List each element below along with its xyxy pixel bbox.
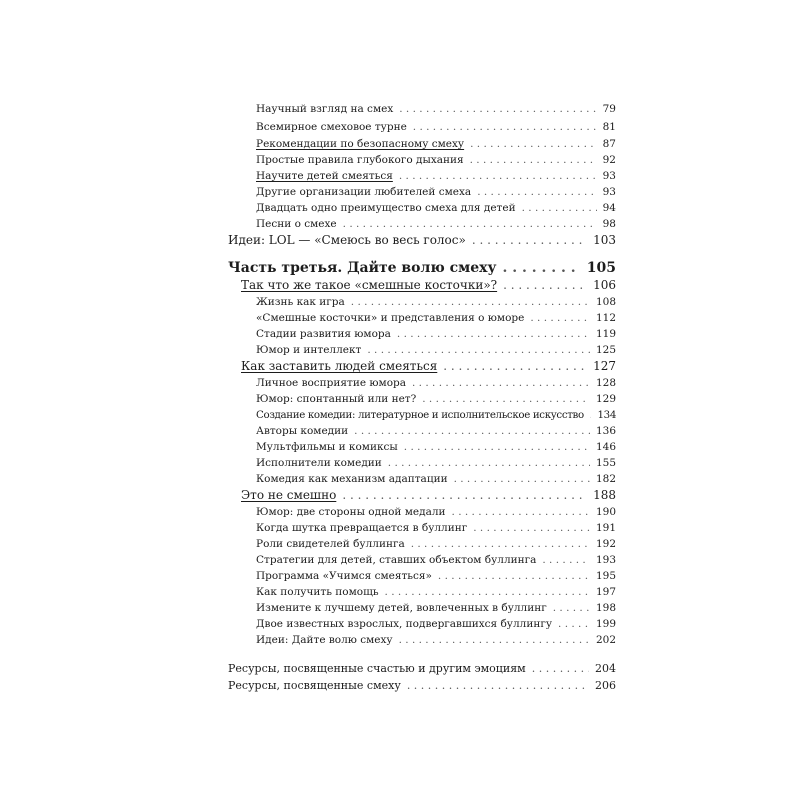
toc-entry-page: 93 [602, 170, 616, 182]
toc-entry [256, 170, 616, 182]
toc-leader-dots [443, 359, 587, 373]
toc-entry-page: 125 [595, 344, 616, 356]
toc-leader-dots [397, 328, 590, 340]
toc-entry-title: Двадцать одно преимущество смеха для детей [256, 202, 516, 214]
toc-entry-title: Комедия как механизм адаптации [256, 473, 448, 485]
toc-entry-title: Стратегии для детей, ставших объектом буллинга [256, 554, 537, 566]
toc-entry [256, 296, 616, 308]
toc-leader-dots [354, 425, 590, 437]
toc-entry-title: Юмор: спонтанный или нет? [256, 393, 417, 405]
toc-entry-title: Стадии развития юмора [256, 328, 391, 340]
toc-entry-title: Жизнь как игра [256, 296, 345, 308]
toc-entry [256, 202, 616, 214]
toc-entry-page: 106 [593, 278, 616, 292]
toc-leader-dots [477, 186, 596, 198]
toc-entry-title: Ресурсы, посвященные смеху [228, 679, 401, 692]
toc-entry-title: Научный взгляд на смех [256, 103, 394, 115]
toc-entry-title: Простые правила глубокого дыхания [256, 154, 464, 166]
toc-leader-dots [558, 618, 590, 630]
toc-entry-page: 94 [602, 202, 616, 214]
toc-resources-entry [228, 662, 616, 675]
toc-leader-dots [452, 506, 590, 518]
toc-section-heading [241, 359, 616, 373]
toc-leader-dots [532, 662, 589, 675]
toc-entry [256, 409, 616, 421]
toc-ideas-entry [228, 233, 616, 247]
toc-leader-dots [413, 121, 597, 133]
toc-leader-dots [542, 554, 590, 566]
toc-entry-page: 204 [595, 662, 616, 675]
toc-entry-page: 87 [602, 138, 616, 150]
toc-entry [256, 570, 616, 582]
toc-leader-dots [351, 296, 590, 308]
toc-section-heading [241, 278, 616, 292]
toc-entry-page: 191 [595, 522, 616, 534]
toc-leader-dots [399, 170, 597, 182]
toc-entry [256, 154, 616, 166]
toc-leader-dots [503, 278, 587, 292]
toc-leader-dots [472, 233, 587, 247]
toc-entry [256, 506, 616, 518]
toc-entry [256, 377, 616, 389]
toc-leader-dots [411, 538, 590, 550]
toc-entry-title: Авторы комедии [256, 425, 349, 437]
toc-leader-dots [553, 602, 590, 614]
toc-leader-dots [522, 202, 597, 214]
toc-entry-page: 202 [595, 634, 616, 646]
toc-entry-title: Как получить помощь [256, 586, 379, 598]
toc-entry-title: Ресурсы, посвященные счастью и другим эмоциям [228, 662, 526, 675]
toc-entry-page: 79 [602, 103, 616, 115]
toc-entry [256, 103, 616, 115]
toc-entry-page: 112 [595, 312, 616, 324]
toc-entry-page: 127 [593, 359, 616, 373]
toc-entry [256, 586, 616, 598]
toc-entry-title: Другие организации любителей смеха [256, 186, 472, 198]
toc-entry-page: 105 [586, 260, 616, 276]
toc-entry-title: «Смешные косточки» и представления о юморе [256, 312, 525, 324]
toc-leader-dots [388, 457, 590, 469]
toc-entry-page: 193 [595, 554, 616, 566]
toc-entry [256, 473, 616, 485]
toc-entry-title: Роли свидетелей буллинга [256, 538, 405, 550]
toc-entry [256, 602, 616, 614]
toc-entry [256, 634, 616, 646]
toc-entry [256, 186, 616, 198]
toc-leader-dots [438, 570, 590, 582]
toc-entry-page: 190 [595, 506, 616, 518]
toc-leader-dots [407, 679, 589, 692]
toc-entry [256, 312, 616, 324]
toc-entry-page: 93 [602, 186, 616, 198]
toc-entry [256, 457, 616, 469]
toc-entry-title: Мультфильмы и комиксы [256, 441, 398, 453]
toc-entry-page: 128 [595, 377, 616, 389]
toc-entry [256, 554, 616, 566]
toc-entry-title: Личное восприятие юмора [256, 377, 406, 389]
toc-leader-dots [399, 103, 596, 115]
toc-entry [256, 538, 616, 550]
toc-entry [256, 344, 616, 356]
toc-entry-page: 199 [595, 618, 616, 630]
toc-entry [256, 425, 616, 437]
toc-entry-page: 119 [595, 328, 616, 340]
toc-leader-dots [470, 138, 597, 150]
toc-part-heading [228, 260, 616, 276]
toc-resources-entry [228, 679, 616, 692]
toc-entry-title: Всемирное смеховое турне [256, 121, 407, 133]
toc-entry-page: 195 [595, 570, 616, 582]
toc-leader-dots [473, 522, 590, 534]
toc-entry [256, 441, 616, 453]
toc-entry-title: Когда шутка превращается в буллинг [256, 522, 468, 534]
toc-entry-page: 92 [602, 154, 616, 166]
toc-entry-title: Создание комедии: литературное и исполнительское искусство [256, 409, 584, 421]
toc-entry-title: Исполнители комедии [256, 457, 382, 469]
toc-entry [256, 218, 616, 230]
toc-entry-page: 198 [595, 602, 616, 614]
toc-entry [256, 328, 616, 340]
toc-leader-dots [422, 393, 590, 405]
toc-entry-title: Научите детей смеяться [256, 170, 393, 182]
toc-entry-title: Юмор: две стороны одной медали [256, 506, 446, 518]
toc-entry-page: 108 [595, 296, 616, 308]
toc-entry-page: 146 [595, 441, 616, 453]
toc-entry-page: 188 [593, 488, 616, 502]
toc-leader-dots [503, 260, 581, 276]
toc-leader-dots [385, 586, 590, 598]
toc-entry-page: 98 [602, 218, 616, 230]
toc-entry-title: Рекомендации по безопасному смеху [256, 138, 465, 150]
toc-entry-page: 197 [595, 586, 616, 598]
toc-entry-title: Юмор и интеллект [256, 344, 362, 356]
toc-entry-page: 206 [595, 679, 616, 692]
toc-entry [256, 393, 616, 405]
toc-entry-page: 103 [593, 233, 616, 247]
toc-entry-page: 182 [595, 473, 616, 485]
toc-entry-page: 192 [595, 538, 616, 550]
toc-entry-title: Измените к лучшему детей, вовлеченных в буллинг [256, 602, 547, 614]
toc-leader-dots [530, 312, 590, 324]
toc-entry-page: 134 [597, 409, 616, 421]
toc-entry-page: 81 [602, 121, 616, 133]
toc-entry-title: Это не смешно [241, 488, 337, 502]
toc-entry [256, 121, 616, 133]
toc-leader-dots [399, 634, 590, 646]
toc-entry [256, 522, 616, 534]
toc-entry [256, 138, 616, 150]
toc-entry-title: Идеи: Дайте волю смеху [256, 634, 393, 646]
toc-entry [256, 618, 616, 630]
toc-entry-page: 155 [595, 457, 616, 469]
toc-entry-title: Так что же такое «смешные косточки»? [241, 278, 498, 292]
toc-section-heading [241, 488, 616, 502]
toc-leader-dots [367, 344, 590, 356]
toc-entry-page: 136 [595, 425, 616, 437]
toc-leader-dots [342, 488, 587, 502]
toc-leader-dots [343, 218, 597, 230]
toc-entry-title: Часть третья. Дайте волю смеху [228, 260, 497, 276]
toc-leader-dots [404, 441, 590, 453]
toc-entry-title: Идеи: LOL — «Смеюсь во весь голос» [228, 233, 466, 247]
toc-leader-dots [470, 154, 597, 166]
toc-entry-title: Песни о смехе [256, 218, 337, 230]
toc-leader-dots [590, 409, 592, 421]
toc-leader-dots [412, 377, 590, 389]
toc-entry-title: Программа «Учимся смеяться» [256, 570, 432, 582]
toc-leader-dots [454, 473, 590, 485]
toc-entry-title: Двое известных взрослых, подвергавшихся буллингу [256, 618, 553, 630]
toc-entry-title: Как заставить людей смеяться [241, 359, 438, 373]
toc-entry-page: 129 [595, 393, 616, 405]
